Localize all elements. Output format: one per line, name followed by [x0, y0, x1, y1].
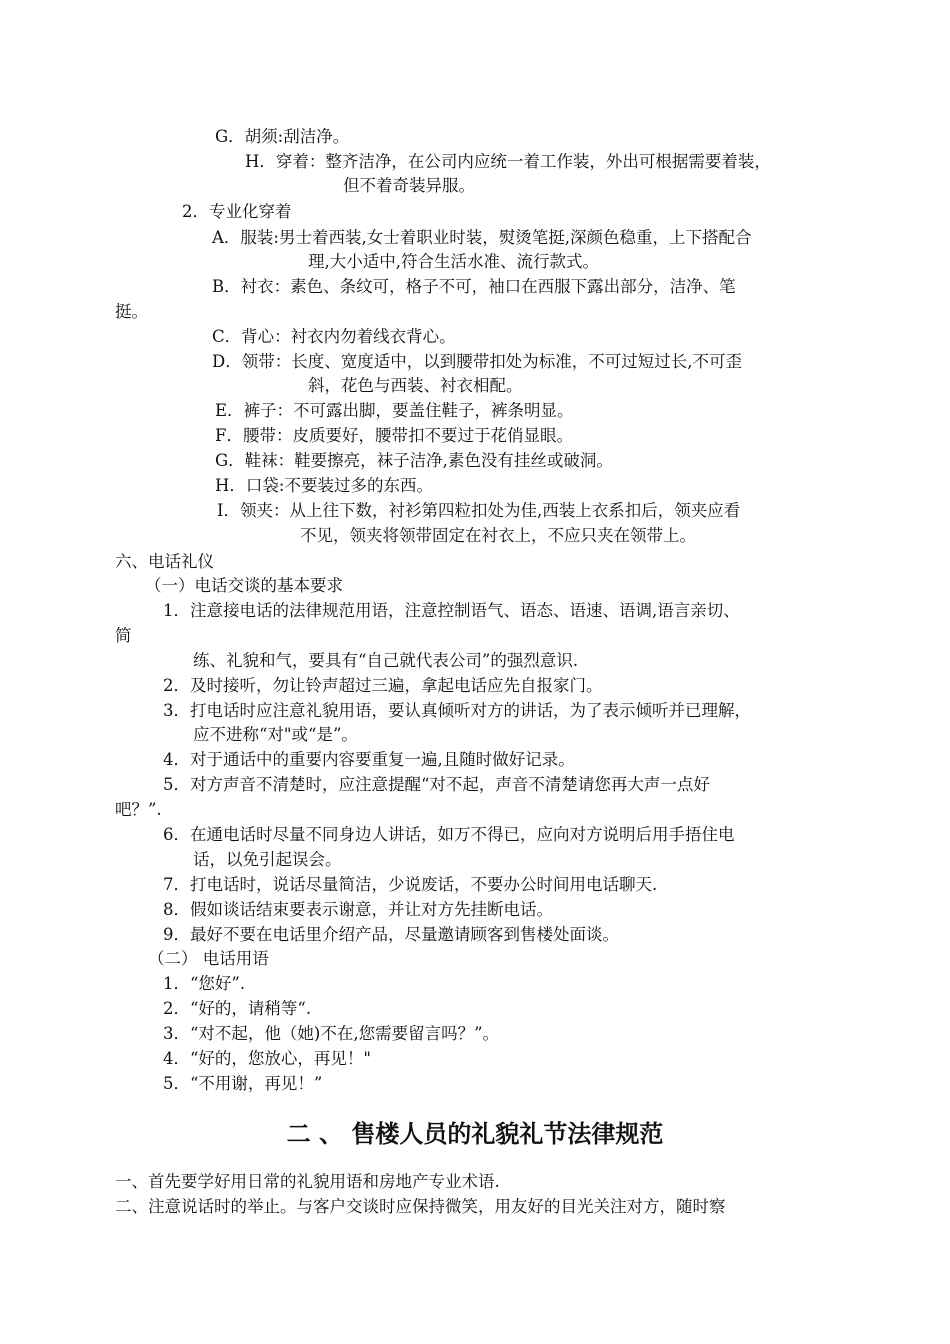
text-line: G．胡须:刮洁净。	[215, 127, 350, 146]
text-line: 1．注意接电话的法律规范用语，注意控制语气、语态、语速、语调,语言亲切、	[163, 601, 740, 620]
text-line: 5．“不用谢，再见！”	[163, 1074, 323, 1093]
text-line: G．鞋袜：鞋要擦亮，袜子洁净,素色没有挂丝或破洞。	[215, 451, 613, 470]
text-line: 4．对于通话中的重要内容要重复一遍,且随时做好记录。	[163, 750, 575, 769]
text-line: 9．最好不要在电话里介绍产品，尽量邀请顾客到售楼处面谈。	[163, 925, 619, 944]
text-line: 斜，花色与西装、衬衣相配。	[308, 376, 523, 395]
text-line: I．领夹：从上往下数，衬衫第四粒扣处为佳,西装上衣系扣后，领夹应看	[217, 501, 741, 520]
text-line: E．裤子：不可露出脚，要盖住鞋子，裤条明显。	[215, 401, 574, 420]
text-line: 5．对方声音不清楚时，应注意提醒“对不起，声音不清楚请您再大声一点好	[163, 775, 710, 794]
text-line: 4．“好的，您放心，再见！"	[163, 1049, 372, 1068]
text-line: 2．及时接听，勿让铃声超过三遍，拿起电话应先自报家门。	[163, 676, 603, 695]
text-line: 二、注意说话时的举止。与客户交谈时应保持微笑，用友好的目光关注对方，随时察	[115, 1197, 726, 1216]
text-line: 6．在通电话时尽量不同身边人讲话，如万不得已，应向对方说明后用手捂住电	[163, 825, 735, 844]
text-line: F．腰带：皮质要好，腰带扣不要过于花俏显眼。	[215, 426, 573, 445]
text-line: 8．假如谈话结束要表示谢意，并让对方先挂断电话。	[163, 900, 553, 919]
text-line: 7．打电话时，说话尽量简洁，少说废话，不要办公时间用电话聊天.	[163, 875, 658, 894]
text-line: 六、电话礼仪	[115, 552, 214, 571]
text-line: A．服装:男士着西装,女士着职业时装，熨烫笔挺,深颜色稳重，上下搭配合	[212, 228, 752, 247]
text-line: 理,大小适中,符合生活水准、流行款式。	[308, 252, 599, 271]
text-line: 3．打电话时应注意礼貌用语，要认真倾听对方的讲话，为了表示倾听并已理解，	[163, 701, 751, 720]
text-line: 吧？”.	[115, 800, 162, 819]
text-line: 但不着奇装异服。	[343, 176, 475, 195]
text-line: 3．“对不起，他（她)不在,您需要留言吗？”。	[163, 1024, 500, 1043]
text-line: 2．专业化穿着	[182, 202, 292, 221]
text-line: H．穿着：整齐洁净，在公司内应统一着工作装，外出可根据需要着装，	[245, 152, 771, 171]
text-line: 挺。	[115, 302, 148, 321]
text-line: D．领带：长度、宽度适中，以到腰带扣处为标准，不可过短过长,不可歪	[212, 352, 742, 371]
text-line: 一、首先要学好用日常的礼貌用语和房地产专业术语.	[115, 1172, 500, 1191]
text-line: 练、礼貌和气，要具有“自己就代表公司”的强烈意识.	[193, 651, 579, 670]
text-line: H．口袋:不要装过多的东西。	[215, 476, 433, 495]
text-line: B．衬衣：素色、条纹可，格子不可，袖口在西服下露出部分，洁净、笔	[212, 277, 736, 296]
text-line: 2．“好的，请稍等“.	[163, 999, 312, 1018]
text-line: （二） 电话用语	[148, 949, 269, 968]
text-line: 1．“您好”.	[163, 974, 246, 993]
text-line: （一）电话交谈的基本要求	[145, 576, 343, 595]
text-line: 不见，领夹将领带固定在衬衣上，不应只夹在领带上。	[300, 526, 696, 545]
text-line: C．背心：衬衣内勿着线衣背心。	[212, 327, 456, 346]
text-line: 简	[115, 626, 132, 645]
text-line: 应不进称“对"或“是”。	[193, 725, 358, 744]
text-line: 话，以免引起误会。	[193, 850, 342, 869]
section-heading: 二 、 售楼人员的礼貌礼节法律规范	[286, 1120, 664, 1148]
